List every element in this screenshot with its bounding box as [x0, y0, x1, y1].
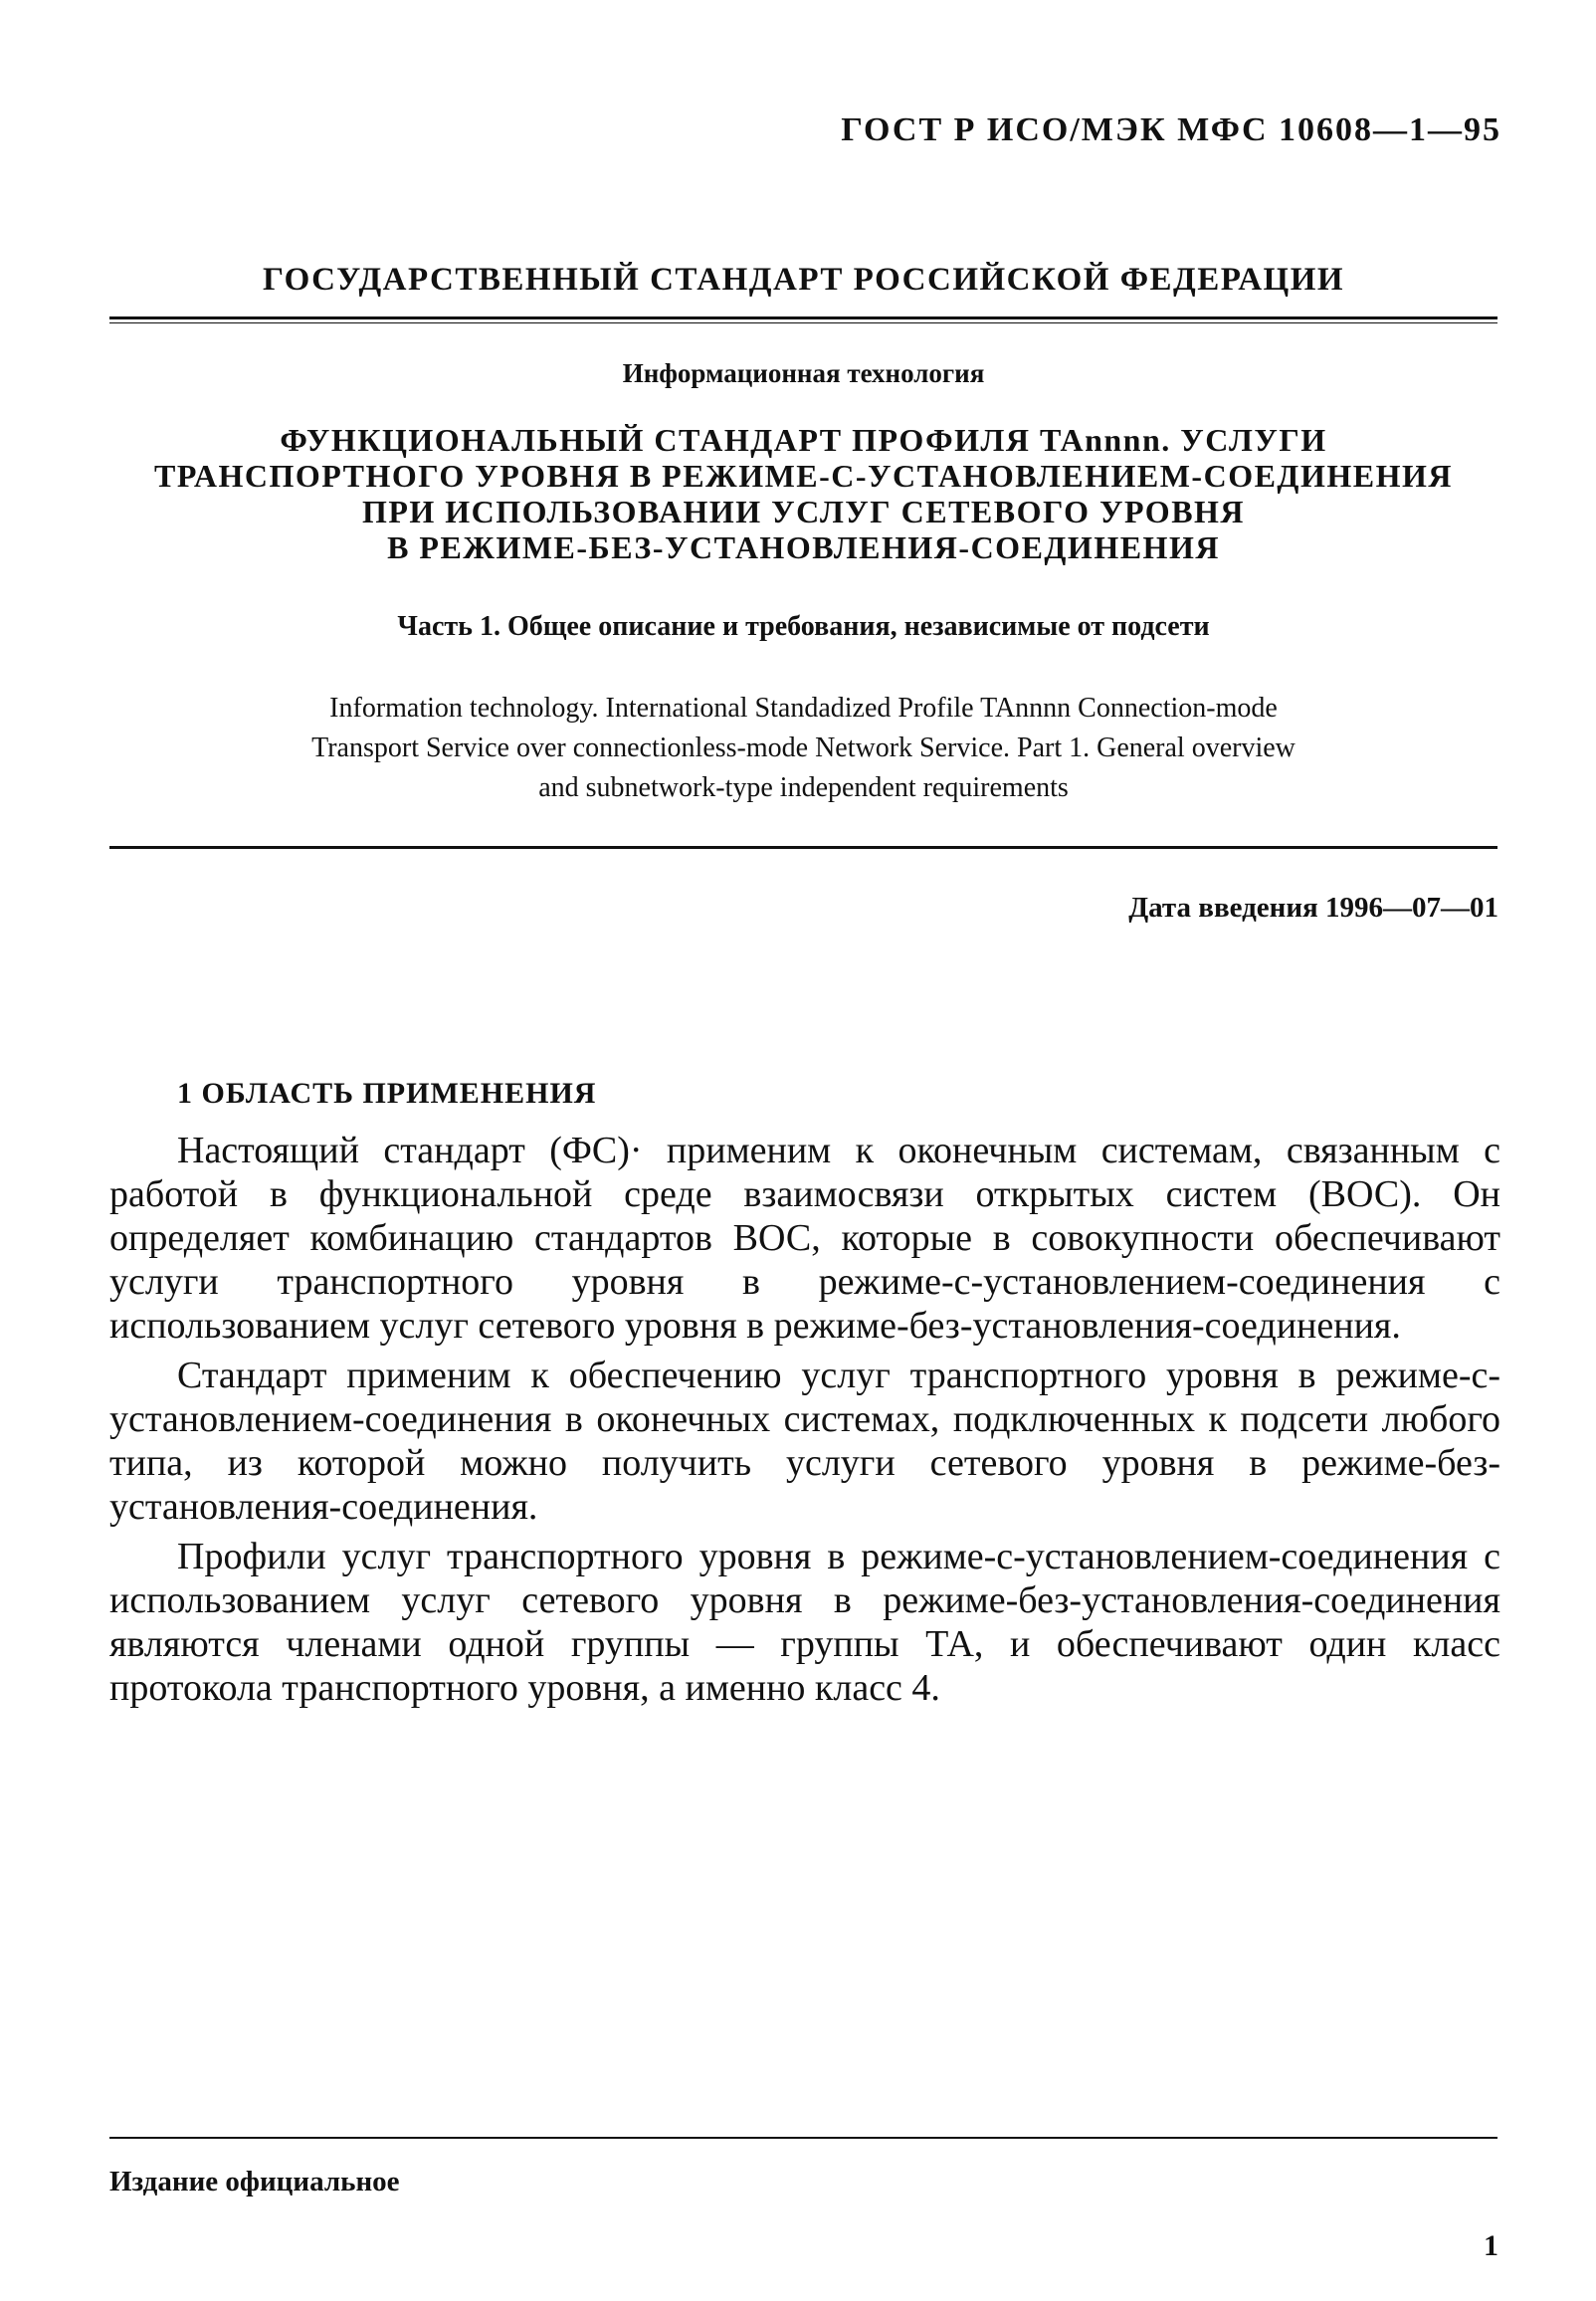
subject-line: Информационная технология	[622, 358, 985, 388]
middle-divider	[109, 846, 1497, 849]
english-title-line: Information technology. International Standadized Profile TAnnnn Connection-mode	[329, 693, 1278, 724]
top-divider-thin	[109, 322, 1497, 323]
english-title-line: and subnetwork-type independent requirements	[538, 772, 1069, 803]
edition-label: Издание официальное	[109, 2166, 400, 2197]
main-title	[109, 422, 1497, 565]
main-title-line: В РЕЖИМЕ-БЕЗ-УСТАНОВЛЕНИЯ-СОЕДИНЕНИЯ	[387, 529, 1220, 565]
top-divider	[109, 316, 1497, 319]
main-title-line: ТРАНСПОРТНОГО УРОВНЯ В РЕЖИМЕ-С-УСТАНОВЛЕНИЕМ-СОЕДИНЕНИЯ	[154, 458, 1453, 494]
english-title-line: Transport Service over connectionless-mode Network Service. Part 1. General overview	[311, 732, 1296, 763]
document-code: ГОСТ Р ИСО/МЭК МФС 10608—1—95	[841, 111, 1501, 148]
footer-divider	[109, 2137, 1497, 2139]
english-title	[109, 689, 1497, 808]
main-title-line: ПРИ ИСПОЛЬЗОВАНИИ УСЛУГ СЕТЕВОГО УРОВНЯ	[361, 494, 1246, 529]
part-title: Часть 1. Общее описание и требования, независимые от подсети	[397, 611, 1210, 642]
body-paragraph: Стандарт применим к обеспечению услуг транспортного уровня в режиме-с-установлением-соединения в оконечных системах, подключенных к подсети любого типа, из которой можно получить услуги сетевого уровня в режиме-без-установления-соединения.	[109, 1355, 1500, 1528]
page-number: 1	[1484, 2229, 1498, 2262]
body-paragraph: Настоящий стандарт (ФС)· применим к оконечным системам, связанным с работой в функциональной среде взаимосвязи открытых систем (ВОС). Он определяет комбинацию стандартов ВОС, которые в совокупности обеспечивают услуги транспортного уровня в режиме-с-установлением-соединения с использованием услуг сетевого уровня в режиме-без-установления-соединения.	[109, 1130, 1500, 1347]
main-title-line: ФУНКЦИОНАЛЬНЫЙ СТАНДАРТ ПРОФИЛЯ TAnnnn. УСЛУГИ	[280, 422, 1327, 458]
state-standard-heading: ГОСУДАРСТВЕННЫЙ СТАНДАРТ РОССИЙСКОЙ ФЕДЕРАЦИИ	[262, 262, 1345, 298]
section-body	[109, 1129, 1500, 1716]
introduction-date: Дата введения 1996—07—01	[1128, 892, 1498, 924]
section-heading: 1 ОБЛАСТЬ ПРИМЕНЕНИЯ	[177, 1077, 597, 1110]
body-paragraph: Профили услуг транспортного уровня в режиме-с-установлением-соединения с использованием услуг сетевого уровня в режиме-без-установления-соединения являются членами одной группы — группы ТА, и обеспечивают один класс протокола транспортного уровня, а именно класс 4.	[109, 1536, 1500, 1709]
